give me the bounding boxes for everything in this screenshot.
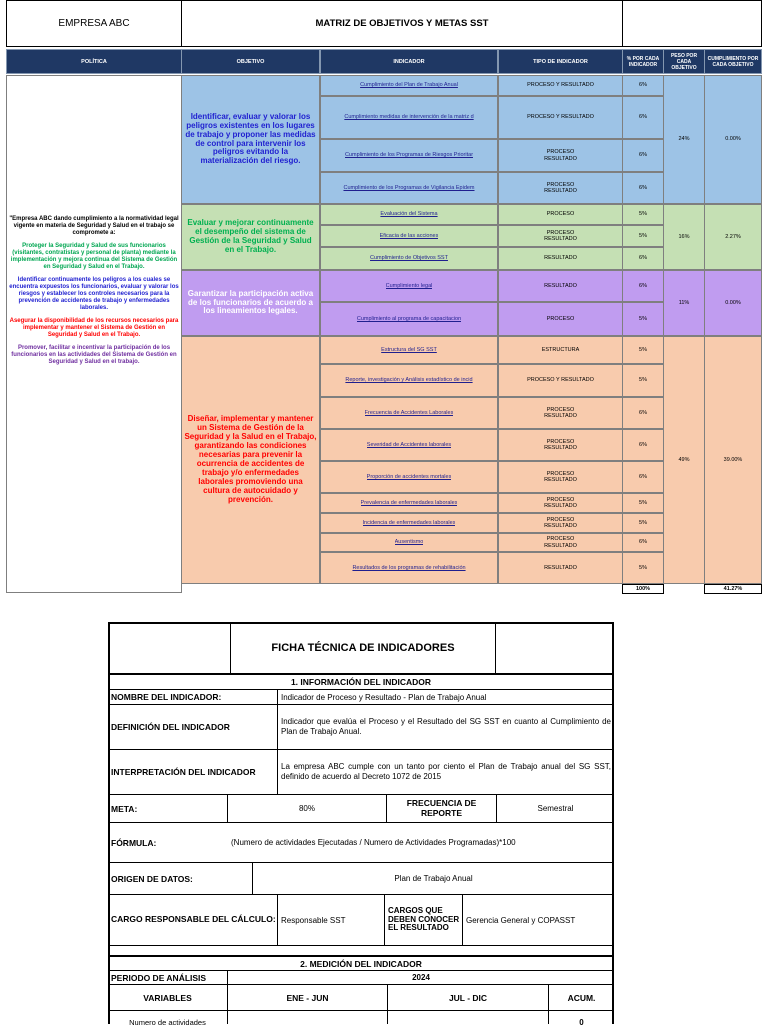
- indicator-tipo-text: PROCESO RESULTADO: [544, 229, 577, 242]
- indicator-pct: [622, 96, 664, 139]
- indicator-link[interactable]: Cumplimiento al programa de capacitacion: [356, 315, 462, 322]
- indicator-row[interactable]: [320, 172, 498, 204]
- header-objetivo: [181, 49, 320, 74]
- objective-1-peso-text: 24%: [678, 136, 690, 143]
- indicator-pct-text: 6%: [639, 441, 647, 448]
- indicator-pct-text: 5%: [639, 519, 647, 526]
- periodo-label: PERIODO DE ANÁLISIS: [111, 972, 207, 983]
- header-indicador-label: INDICADOR: [393, 58, 425, 65]
- indicator-tipo: [498, 336, 623, 364]
- header-peso: [663, 49, 705, 74]
- indicator-pct-text: 6%: [639, 152, 647, 159]
- header-cumplimiento-label: CUMPLIMIENTO POR CADA OBJETIVO: [707, 55, 759, 68]
- policy-item-2: Identificar continuamente los peligros a los cuales se encuentra expuestos los funcionarios, evaluar y valorar los riesgos y establecer los controles necesarios para la prevención de accidentes de trabajo y enfermedades laborales.: [9, 277, 179, 312]
- interpretacion-label: INTERPRETACIÓN DEL INDICADOR: [111, 767, 256, 777]
- indicator-pct: [622, 397, 664, 429]
- definicion-value-cell: [278, 705, 614, 750]
- policy-item-1: Proteger la Seguridad y Salud de sus funcionarios (visitantes, contratistas y personal de planta) mediante la implementación y mejora continua del Sistema de Gestión en Seguridad y Salud en el Trabajo.: [10, 243, 178, 271]
- indicator-pct: [622, 225, 664, 247]
- jul-dic-header: JUL - DIC: [448, 992, 488, 1003]
- indicator-row[interactable]: [320, 247, 498, 270]
- cargo-value-cell: [278, 895, 385, 946]
- spacer-row: [108, 946, 614, 955]
- total-pct-text: 100%: [635, 585, 651, 592]
- cargo-value: Responsable SST: [281, 915, 346, 925]
- meta-label-cell: [108, 795, 228, 823]
- definicion-value: Indicador que evalúa el Proceso y el Resultado del SG SST en cuanto al Cumplimiento de Plan de Trabajo Anual.: [281, 717, 611, 736]
- indicator-row[interactable]: [320, 302, 498, 336]
- cargo-label: CARGO RESPONSABLE DEL CÁLCULO:: [111, 914, 276, 925]
- indicator-row[interactable]: [320, 225, 498, 247]
- indicator-row[interactable]: [320, 364, 498, 397]
- indicator-row[interactable]: [320, 96, 498, 139]
- policy-intro: "Empresa ABC dando cumplimiento a la normatividad legal vigente en materia de Seguridad y Salud en el trabajo se compromete a:: [9, 216, 179, 237]
- objective-4: [181, 336, 320, 584]
- indicator-tipo-text: PROCESO RESULTADO: [544, 406, 577, 419]
- indicator-tipo: [498, 75, 623, 96]
- indicator-tipo-text: PROCESO RESULTADO: [544, 470, 577, 483]
- cargos-deben-label-cell: [385, 895, 463, 946]
- indicator-link[interactable]: Proporción de accidentes mortales: [366, 473, 452, 480]
- indicator-link[interactable]: Eficacia de las acciones: [379, 232, 439, 239]
- indicator-tipo-text: PROCESO RESULTADO: [544, 438, 577, 451]
- indicator-row[interactable]: [320, 552, 498, 584]
- indicator-tipo: [498, 513, 623, 533]
- ene-jun-header: ENE - JUN: [286, 992, 329, 1003]
- origen-value: Plan de Trabajo Anual: [394, 874, 473, 883]
- cargo-label-cell: [108, 895, 278, 946]
- indicator-tipo-text: PROCESO Y RESULTADO: [527, 82, 594, 89]
- formula-label-cell: [108, 823, 228, 863]
- indicator-tipo: [498, 247, 623, 270]
- objective-2-cumplimiento: [704, 204, 762, 270]
- indicator-pct-text: 6%: [639, 114, 647, 121]
- indicator-row[interactable]: [320, 270, 498, 302]
- indicator-pct-text: 6%: [639, 184, 647, 191]
- row-1-label-cell: [108, 1011, 228, 1027]
- objective-2-text: Evaluar y mejorar continuamente el desempeño del sistema de Gestión de la Seguridad y Salud en el Trabajo.: [187, 218, 314, 254]
- policy-item-4: Promover, facilitar e incentivar la participación de los funcionarios en las actividades del Sistema de Gestión en Seguridad y Salud en el trabajo.: [11, 345, 177, 366]
- definicion-label-cell: [108, 705, 278, 750]
- indicator-row[interactable]: [320, 461, 498, 493]
- indicator-row[interactable]: [320, 493, 498, 513]
- indicator-pct: [622, 204, 664, 225]
- ene-jun-header-cell: [228, 985, 388, 1011]
- total-cumplimiento: [704, 584, 762, 594]
- ficha-logo-left: [108, 622, 231, 673]
- indicator-tipo: [498, 225, 623, 247]
- indicator-pct: [622, 461, 664, 493]
- frecuencia-label: FRECUENCIA DE REPORTE: [406, 798, 477, 818]
- objective-3-cumplimiento: [704, 270, 762, 336]
- indicator-row[interactable]: [320, 75, 498, 96]
- header-peso-label: PESO POR CADA OBJETIVO: [670, 52, 698, 71]
- formula-label: FÓRMULA:: [111, 837, 157, 848]
- objective-1-cumplimiento-text: 0.00%: [725, 136, 741, 143]
- indicator-pct-text: 6%: [639, 409, 647, 416]
- indicator-link[interactable]: Ausentismo: [394, 539, 424, 546]
- nombre-label-cell: [108, 690, 278, 705]
- indicator-pct-text: 5%: [639, 315, 647, 322]
- indicator-tipo-text: PROCESO RESULTADO: [544, 536, 577, 549]
- total-cumplimiento-text: 41.27%: [723, 585, 743, 592]
- indicator-tipo: [498, 139, 623, 172]
- objective-4-peso: [663, 336, 705, 584]
- indicator-tipo-text: RESULTADO: [544, 255, 577, 262]
- frecuencia-label-cell: [387, 795, 497, 823]
- indicator-tipo-text: PROCESO RESULTADO: [544, 496, 577, 509]
- indicator-tipo: [498, 302, 623, 336]
- indicator-tipo-text: RESULTADO: [544, 282, 577, 289]
- indicator-tipo: [498, 270, 623, 302]
- indicator-pct-text: 5%: [639, 346, 647, 353]
- indicator-pct: [622, 336, 664, 364]
- objective-4-cumplimiento-text: 39.00%: [723, 456, 743, 463]
- frecuencia-value: Semestral: [537, 804, 574, 813]
- matrix-title: MATRIZ DE OBJETIVOS Y METAS SST: [315, 18, 489, 29]
- nombre-label: NOMBRE DEL INDICADOR:: [111, 692, 222, 702]
- indicator-pct: [622, 493, 664, 513]
- indicator-link[interactable]: Cumplimiento de los Programas de Vigilancia Epidem: [343, 184, 475, 191]
- meta-label: META:: [111, 803, 138, 814]
- indicator-pct: [622, 533, 664, 552]
- indicator-pct: [622, 429, 664, 461]
- matrix-title-cell: [181, 0, 623, 47]
- objective-1: [181, 75, 320, 204]
- indicator-link[interactable]: Cumplimiento medidas de intervención de la matriz d: [344, 114, 474, 121]
- interpretacion-value-cell: [278, 750, 614, 795]
- indicator-pct: [622, 75, 664, 96]
- periodo-value-cell: [228, 971, 614, 985]
- row-1-jul-dic-cell: [388, 1011, 549, 1024]
- indicator-pct: [622, 139, 664, 172]
- ficha-title: FICHA TÉCNICA DE INDICADORES: [271, 641, 455, 654]
- interpretacion-label-cell: [108, 750, 278, 795]
- indicator-row[interactable]: [320, 533, 498, 552]
- indicator-link[interactable]: Evaluación del Sistema: [380, 211, 438, 218]
- indicator-link[interactable]: Frecuencia de Accidentes Laborales: [364, 409, 454, 416]
- objective-3-peso: [663, 270, 705, 336]
- periodo-value: 2024: [412, 973, 430, 982]
- cargos-deben-label: CARGOS QUE DEBEN CONOCER EL RESULTADO: [388, 905, 460, 933]
- indicator-tipo: [498, 397, 623, 429]
- objective-4-cumplimiento: [704, 336, 762, 584]
- indicator-link[interactable]: Reporte, investigación y Análisis estadístico de incid: [345, 377, 473, 384]
- indicator-tipo-text: PROCESO: [546, 315, 575, 322]
- objective-2-peso-text: 16%: [678, 233, 690, 240]
- company-name-cell: [6, 0, 182, 47]
- objective-1-text: Identificar, evaluar y valorar los peligros existentes en los lugares de trabajo y proponer las medidas de control para intervenir los peligros evitando la materialización del riesgo.: [185, 111, 316, 166]
- indicator-pct: [622, 552, 664, 584]
- indicator-tipo: [498, 172, 623, 204]
- indicator-tipo-text: PROCESO RESULTADO: [544, 181, 577, 194]
- indicator-row[interactable]: [320, 397, 498, 429]
- header-cumplimiento: [704, 49, 762, 74]
- ficha-title-cell: [231, 622, 495, 673]
- indicator-pct-text: 6%: [639, 282, 647, 289]
- indicator-link[interactable]: Cumplimiento de Objetivos SST: [370, 255, 448, 262]
- indicator-tipo: [498, 429, 623, 461]
- indicator-tipo: [498, 552, 623, 584]
- section-1-title: 1. INFORMACIÓN DEL INDICADOR: [290, 677, 432, 687]
- objective-3-peso-text: 11%: [678, 299, 690, 306]
- indicator-link[interactable]: Cumplimiento de los Programas de Riesgos Prioritar: [344, 152, 474, 159]
- company-name: EMPRESA ABC: [58, 18, 130, 29]
- indicator-link[interactable]: Resultados de los programas de rehabilitación: [352, 564, 466, 571]
- indicator-tipo: [498, 533, 623, 552]
- indicator-tipo-text: PROCESO Y RESULTADO: [527, 377, 594, 384]
- indicator-row[interactable]: [320, 336, 498, 364]
- formula-value: (Numero de actividades Ejecutadas / Numero de Actividades Programadas)*100: [231, 838, 516, 847]
- indicator-pct-text: 6%: [639, 539, 647, 546]
- objective-3-cumplimiento-text: 0.00%: [725, 299, 741, 306]
- indicator-tipo-text: PROCESO Y RESULTADO: [527, 114, 594, 121]
- formula-value-cell: [228, 823, 614, 863]
- objective-3: [181, 270, 320, 336]
- indicator-tipo: [498, 96, 623, 139]
- indicator-pct-text: 6%: [639, 473, 647, 480]
- policy-cell: [6, 75, 182, 593]
- objective-3-text: Garantizar la participación activa de los funcionarios de acuerdo a los lineamientos legales.: [187, 288, 314, 316]
- header-pct-label: % POR CADA INDICADOR: [626, 55, 660, 68]
- definicion-label: DEFINICIÓN DEL INDICADOR: [111, 722, 230, 732]
- indicator-tipo: [498, 204, 623, 225]
- acum-header: ACUM.: [567, 992, 596, 1003]
- origen-value-cell: [253, 863, 614, 895]
- logo-cell: [622, 0, 762, 47]
- objective-2-cumplimiento-text: 2.27%: [725, 233, 741, 240]
- header-tipo-label: TIPO DE INDICADOR: [533, 58, 588, 65]
- row-1-acum: 0: [579, 1018, 584, 1027]
- row-1-acum-cell: [549, 1011, 614, 1027]
- indicator-link[interactable]: Estructura del SG SST: [381, 346, 437, 353]
- origen-label-cell: [108, 863, 253, 895]
- indicator-tipo-text: PROCESO: [546, 211, 575, 218]
- objective-4-text: Diseñar, implementar y mantener un Sistema de Gestión de la Seguridad y la Salud en el Trabajo, garantizando las condiciones necesarias para prevenir la ocurrencia de accidentes de trabajo y/o enfermedades laborales promoviendo una cultura de autocuidado y prevención.: [184, 414, 317, 504]
- row-1-label: Numero de actividades: [129, 1018, 206, 1027]
- section-2-header: [108, 955, 614, 971]
- indicator-link[interactable]: Incidencia de enfermedades laborales: [362, 519, 456, 526]
- header-objetivo-label: OBJETIVO: [236, 58, 265, 65]
- indicator-tipo: [498, 461, 623, 493]
- objective-1-peso: [663, 75, 705, 204]
- variables-header: VARIABLES: [143, 992, 192, 1003]
- cargos-deben-value-cell: [463, 895, 614, 946]
- header-indicador: [320, 49, 498, 74]
- indicator-row[interactable]: [320, 429, 498, 461]
- objective-2: [181, 204, 320, 270]
- indicator-link[interactable]: Prevalencia de enfermedades laborales: [360, 499, 458, 506]
- section-1-header: [108, 673, 614, 690]
- indicator-pct: [622, 364, 664, 397]
- total-pct: [622, 584, 664, 594]
- variables-header-cell: [108, 985, 228, 1011]
- indicator-pct-text: 6%: [639, 82, 647, 89]
- objective-1-cumplimiento: [704, 75, 762, 204]
- policy-item-3: Asegurar la disponibilidad de los recursos necesarios para implementar y mantener el Sistema de Gestión en Seguridad y Salud en el Trabajo.: [9, 318, 179, 339]
- interpretacion-value: La empresa ABC cumple con un tanto por ciento el Plan de Trabajo anual del SG SST, definido de acuerdo al Decreto 1072 de 2015: [281, 762, 611, 781]
- indicator-tipo-text: PROCESO RESULTADO: [544, 516, 577, 529]
- indicator-pct: [622, 247, 664, 270]
- indicator-link[interactable]: Cumplimiento legal: [385, 282, 433, 289]
- indicator-row[interactable]: [320, 204, 498, 225]
- nombre-value-cell: [278, 690, 614, 705]
- header-pct: [622, 49, 664, 74]
- indicator-pct: [622, 172, 664, 204]
- indicator-row[interactable]: [320, 513, 498, 533]
- header-politica-label: POLÍTICA: [81, 58, 107, 65]
- objective-2-peso: [663, 204, 705, 270]
- indicator-row[interactable]: [320, 139, 498, 172]
- indicator-pct-text: 5%: [639, 377, 647, 384]
- header-tipo: [498, 49, 623, 74]
- origen-label: ORIGEN DE DATOS:: [111, 873, 193, 884]
- jul-dic-header-cell: [388, 985, 549, 1011]
- nombre-value: Indicador de Proceso y Resultado - Plan de Trabajo Anual: [281, 692, 487, 702]
- meta-value-cell: [228, 795, 387, 823]
- section-2-title: 2. MEDICIÓN DEL INDICADOR: [300, 958, 422, 969]
- row-1-ene-jun-cell: [228, 1011, 388, 1024]
- objective-4-peso-text: 49%: [678, 456, 690, 463]
- indicator-pct-text: 6%: [639, 255, 647, 262]
- indicator-link[interactable]: Severidad de Accidentes laborales: [366, 441, 452, 448]
- indicator-link[interactable]: Cumplimiento del Plan de Trabajo Anual: [360, 82, 458, 89]
- indicator-tipo-text: ESTRUCTURA: [541, 346, 580, 353]
- indicator-pct-text: 5%: [639, 232, 647, 239]
- indicator-tipo-text: PROCESO RESULTADO: [544, 149, 577, 162]
- indicator-pct: [622, 270, 664, 302]
- indicator-pct-text: 5%: [639, 499, 647, 506]
- frecuencia-value-cell: [497, 795, 614, 823]
- indicator-tipo: [498, 493, 623, 513]
- indicator-tipo-text: RESULTADO: [544, 564, 577, 571]
- meta-value: 80%: [298, 804, 315, 813]
- indicator-pct: [622, 513, 664, 533]
- ficha-logo-right: [495, 622, 496, 673]
- header-politica: [6, 49, 182, 74]
- indicator-tipo: [498, 364, 623, 397]
- indicator-pct: [622, 302, 664, 336]
- periodo-label-cell: [108, 971, 228, 985]
- indicator-pct-text: 5%: [639, 211, 647, 218]
- acum-header-cell: [549, 985, 614, 1011]
- cargos-deben-value: Gerencia General y COPASST: [466, 915, 576, 925]
- indicator-pct-text: 5%: [639, 564, 647, 571]
